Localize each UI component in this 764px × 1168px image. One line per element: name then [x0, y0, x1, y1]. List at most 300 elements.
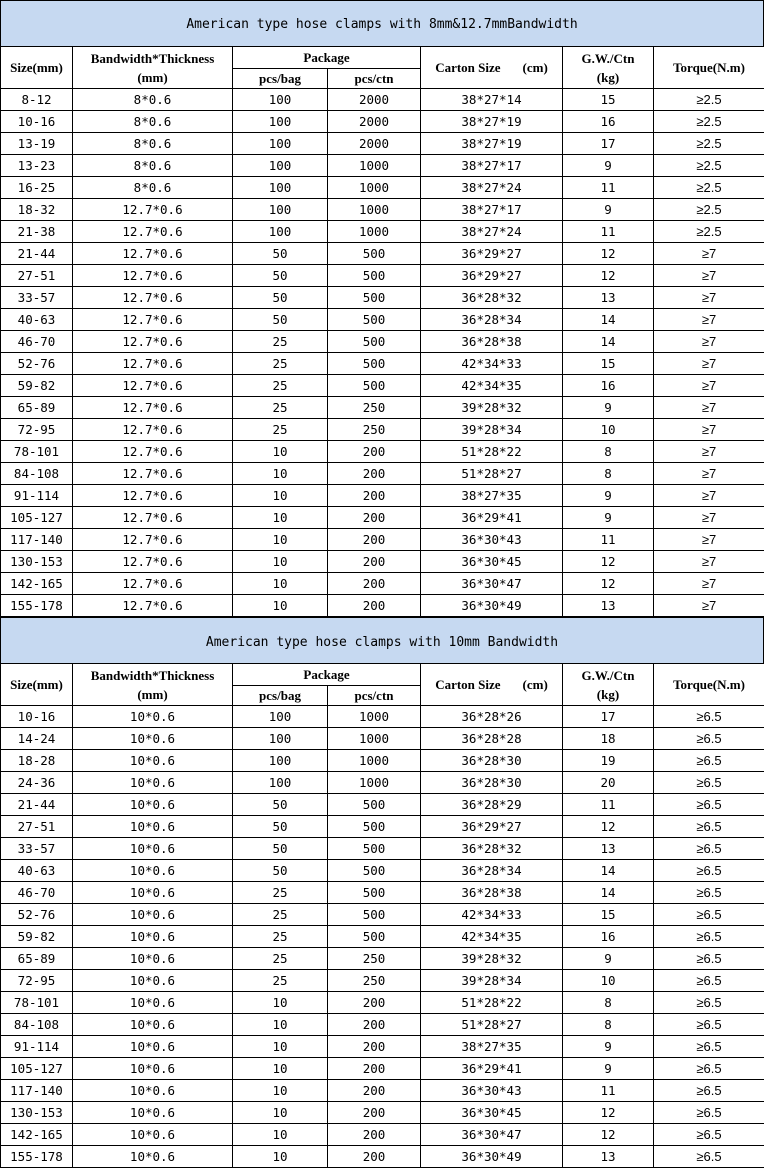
pcs-ctn-cell: 1000: [328, 177, 421, 199]
torque-cell: ≥6.5: [654, 1102, 764, 1124]
spec-table-1: [0, 46, 764, 617]
carton-size-cell: 51*28*22: [421, 992, 563, 1014]
carton-size-cell: 36*29*27: [421, 816, 563, 838]
carton-size-cell: 51*28*22: [421, 441, 563, 463]
torque-cell: ≥7: [654, 265, 764, 287]
table-row: [1, 816, 764, 838]
torque-cell: ≥6.5: [654, 706, 764, 728]
size-cell: 8-12: [1, 89, 73, 111]
table-title-2: American type hose clamps with 10mm Bandwidth: [0, 617, 764, 663]
pcs-ctn-cell: 200: [328, 992, 421, 1014]
carton-size-cell: 38*27*14: [421, 89, 563, 111]
gw-cell: 10: [563, 970, 654, 992]
carton-size-cell: 36*29*41: [421, 507, 563, 529]
pcs-bag-cell: 50: [233, 816, 328, 838]
header-package: Package: [233, 664, 421, 686]
torque-cell: ≥6.5: [654, 772, 764, 794]
gw-cell: 12: [563, 816, 654, 838]
torque-cell: ≥7: [654, 309, 764, 331]
gw-cell: 9: [563, 1036, 654, 1058]
table-body-1: [1, 89, 764, 617]
bandwidth-cell: 10*0.6: [73, 816, 233, 838]
bandwidth-cell: 10*0.6: [73, 750, 233, 772]
table-row: [1, 1146, 764, 1168]
pcs-bag-cell: 10: [233, 992, 328, 1014]
pcs-bag-cell: 50: [233, 838, 328, 860]
bandwidth-cell: 12.7*0.6: [73, 529, 233, 551]
carton-size-cell: 38*27*24: [421, 177, 563, 199]
pcs-ctn-cell: 200: [328, 485, 421, 507]
bandwidth-cell: 12.7*0.6: [73, 551, 233, 573]
carton-size-cell: 38*27*24: [421, 221, 563, 243]
gw-cell: 9: [563, 948, 654, 970]
table-row: [1, 860, 764, 882]
torque-cell: ≥6.5: [654, 1124, 764, 1146]
header-carton-size: [421, 47, 563, 89]
size-cell: 21-44: [1, 794, 73, 816]
pcs-ctn-cell: 200: [328, 573, 421, 595]
pcs-ctn-cell: 200: [328, 463, 421, 485]
pcs-ctn-cell: 250: [328, 397, 421, 419]
pcs-ctn-cell: 250: [328, 970, 421, 992]
size-cell: 18-28: [1, 750, 73, 772]
pcs-bag-cell: 100: [233, 89, 328, 111]
bandwidth-cell: 12.7*0.6: [73, 287, 233, 309]
header-gw-line1: G.W./Ctn: [581, 50, 635, 66]
table-row: [1, 419, 764, 441]
table-row: [1, 882, 764, 904]
gw-cell: 11: [563, 529, 654, 551]
table-row: [1, 375, 764, 397]
carton-size-cell: 36*29*27: [421, 265, 563, 287]
pcs-ctn-cell: 500: [328, 904, 421, 926]
pcs-bag-cell: 100: [233, 728, 328, 750]
gw-cell: 15: [563, 89, 654, 111]
torque-cell: ≥2.5: [654, 89, 764, 111]
size-cell: 78-101: [1, 441, 73, 463]
gw-cell: 9: [563, 485, 654, 507]
bandwidth-cell: 10*0.6: [73, 1014, 233, 1036]
pcs-ctn-cell: 200: [328, 1014, 421, 1036]
torque-cell: ≥7: [654, 287, 764, 309]
size-cell: 84-108: [1, 1014, 73, 1036]
table-row: [1, 155, 764, 177]
gw-cell: 13: [563, 1146, 654, 1168]
pcs-bag-cell: 50: [233, 794, 328, 816]
pcs-ctn-cell: 2000: [328, 89, 421, 111]
carton-size-cell: 38*27*19: [421, 133, 563, 155]
table-row: [1, 485, 764, 507]
bandwidth-cell: 8*0.6: [73, 133, 233, 155]
torque-cell: ≥7: [654, 243, 764, 265]
carton-size-cell: 42*34*33: [421, 904, 563, 926]
pcs-ctn-cell: 1000: [328, 750, 421, 772]
pcs-ctn-cell: 500: [328, 882, 421, 904]
bandwidth-cell: 10*0.6: [73, 992, 233, 1014]
size-cell: 105-127: [1, 1058, 73, 1080]
torque-cell: ≥7: [654, 463, 764, 485]
carton-size-cell: 38*27*35: [421, 485, 563, 507]
bandwidth-cell: 12.7*0.6: [73, 221, 233, 243]
size-cell: 105-127: [1, 507, 73, 529]
bandwidth-cell: 10*0.6: [73, 948, 233, 970]
bandwidth-cell: 12.7*0.6: [73, 397, 233, 419]
table-row: [1, 1058, 764, 1080]
gw-cell: 12: [563, 265, 654, 287]
bandwidth-cell: 10*0.6: [73, 838, 233, 860]
size-cell: 13-19: [1, 133, 73, 155]
bandwidth-cell: 10*0.6: [73, 794, 233, 816]
bandwidth-cell: 10*0.6: [73, 728, 233, 750]
header-bandwidth: [73, 47, 233, 89]
table-row: [1, 772, 764, 794]
torque-cell: ≥6.5: [654, 838, 764, 860]
carton-size-cell: 38*27*17: [421, 155, 563, 177]
size-cell: 24-36: [1, 772, 73, 794]
pcs-ctn-cell: 200: [328, 441, 421, 463]
torque-cell: ≥7: [654, 397, 764, 419]
pcs-ctn-cell: 500: [328, 838, 421, 860]
size-cell: 130-153: [1, 1102, 73, 1124]
pcs-ctn-cell: 200: [328, 529, 421, 551]
size-cell: 59-82: [1, 926, 73, 948]
bandwidth-cell: 12.7*0.6: [73, 463, 233, 485]
size-cell: 84-108: [1, 463, 73, 485]
bandwidth-cell: 12.7*0.6: [73, 419, 233, 441]
table-row: [1, 1014, 764, 1036]
carton-size-cell: 36*30*49: [421, 1146, 563, 1168]
pcs-bag-cell: 10: [233, 463, 328, 485]
pcs-ctn-cell: 500: [328, 375, 421, 397]
torque-cell: ≥2.5: [654, 221, 764, 243]
bandwidth-cell: 12.7*0.6: [73, 243, 233, 265]
torque-cell: ≥6.5: [654, 728, 764, 750]
carton-size-cell: 36*28*28: [421, 728, 563, 750]
torque-cell: ≥7: [654, 485, 764, 507]
size-cell: 46-70: [1, 882, 73, 904]
header-carton-size: [421, 664, 563, 706]
carton-size-cell: 38*27*17: [421, 199, 563, 221]
pcs-ctn-cell: 1000: [328, 728, 421, 750]
table-title-1: American type hose clamps with 8mm&12.7mmBandwidth: [0, 0, 764, 46]
pcs-bag-cell: 25: [233, 419, 328, 441]
pcs-ctn-cell: 500: [328, 309, 421, 331]
table-row: [1, 992, 764, 1014]
table-row: [1, 133, 764, 155]
pcs-bag-cell: 25: [233, 397, 328, 419]
header-pcs-ctn: pcs/ctn: [328, 69, 421, 89]
bandwidth-cell: 10*0.6: [73, 860, 233, 882]
bandwidth-cell: 8*0.6: [73, 155, 233, 177]
gw-cell: 17: [563, 133, 654, 155]
gw-cell: 16: [563, 375, 654, 397]
carton-size-cell: 42*34*35: [421, 375, 563, 397]
header-gw-line2: (kg): [596, 686, 620, 702]
pcs-bag-cell: 10: [233, 1058, 328, 1080]
bandwidth-cell: 8*0.6: [73, 89, 233, 111]
size-cell: 13-23: [1, 155, 73, 177]
carton-size-cell: 36*28*38: [421, 882, 563, 904]
table-row: [1, 794, 764, 816]
torque-cell: ≥6.5: [654, 970, 764, 992]
carton-size-cell: 36*28*29: [421, 794, 563, 816]
pcs-bag-cell: 25: [233, 970, 328, 992]
pcs-ctn-cell: 1000: [328, 199, 421, 221]
pcs-ctn-cell: 200: [328, 507, 421, 529]
carton-size-cell: 42*34*35: [421, 926, 563, 948]
table-row: [1, 706, 764, 728]
pcs-ctn-cell: 2000: [328, 111, 421, 133]
bandwidth-cell: 10*0.6: [73, 1124, 233, 1146]
bandwidth-cell: 10*0.6: [73, 1036, 233, 1058]
gw-cell: 14: [563, 882, 654, 904]
pcs-bag-cell: 100: [233, 750, 328, 772]
pcs-bag-cell: 10: [233, 551, 328, 573]
carton-size-cell: 39*28*34: [421, 419, 563, 441]
size-cell: 18-32: [1, 199, 73, 221]
pcs-bag-cell: 100: [233, 772, 328, 794]
torque-cell: ≥2.5: [654, 199, 764, 221]
carton-size-cell: 36*30*49: [421, 595, 563, 617]
table-row: [1, 1036, 764, 1058]
torque-cell: ≥6.5: [654, 750, 764, 772]
pcs-bag-cell: 50: [233, 265, 328, 287]
pcs-ctn-cell: 500: [328, 926, 421, 948]
pcs-ctn-cell: 500: [328, 816, 421, 838]
size-cell: 142-165: [1, 573, 73, 595]
pcs-ctn-cell: 500: [328, 794, 421, 816]
carton-size-cell: 36*30*47: [421, 573, 563, 595]
pcs-ctn-cell: 200: [328, 1124, 421, 1146]
carton-size-cell: 36*28*32: [421, 838, 563, 860]
pcs-bag-cell: 100: [233, 221, 328, 243]
size-cell: 40-63: [1, 309, 73, 331]
gw-cell: 19: [563, 750, 654, 772]
gw-cell: 8: [563, 1014, 654, 1036]
gw-cell: 11: [563, 1080, 654, 1102]
table-row: [1, 89, 764, 111]
size-cell: 46-70: [1, 331, 73, 353]
table-row: [1, 1080, 764, 1102]
size-cell: 142-165: [1, 1124, 73, 1146]
table-row: [1, 529, 764, 551]
torque-cell: ≥6.5: [654, 1146, 764, 1168]
gw-cell: 13: [563, 595, 654, 617]
gw-cell: 16: [563, 111, 654, 133]
table-row: [1, 595, 764, 617]
carton-size-cell: 39*28*34: [421, 970, 563, 992]
carton-size-cell: 36*28*30: [421, 750, 563, 772]
pcs-ctn-cell: 1000: [328, 706, 421, 728]
table-row: [1, 441, 764, 463]
pcs-bag-cell: 100: [233, 199, 328, 221]
pcs-bag-cell: 10: [233, 1146, 328, 1168]
bandwidth-cell: 10*0.6: [73, 970, 233, 992]
torque-cell: ≥7: [654, 419, 764, 441]
torque-cell: ≥6.5: [654, 904, 764, 926]
pcs-bag-cell: 10: [233, 1080, 328, 1102]
carton-size-cell: 36*28*34: [421, 309, 563, 331]
torque-cell: ≥7: [654, 353, 764, 375]
carton-size-cell: 36*29*27: [421, 243, 563, 265]
size-cell: 52-76: [1, 904, 73, 926]
bandwidth-cell: 10*0.6: [73, 706, 233, 728]
gw-cell: 17: [563, 706, 654, 728]
size-cell: 40-63: [1, 860, 73, 882]
table-row: [1, 904, 764, 926]
pcs-bag-cell: 100: [233, 155, 328, 177]
pcs-ctn-cell: 1000: [328, 155, 421, 177]
pcs-ctn-cell: 500: [328, 860, 421, 882]
size-cell: 27-51: [1, 265, 73, 287]
pcs-bag-cell: 50: [233, 309, 328, 331]
gw-cell: 12: [563, 1124, 654, 1146]
size-cell: 72-95: [1, 970, 73, 992]
header-bandwidth-line2: (mm): [137, 69, 168, 85]
header-carton-label: Carton Size: [435, 676, 501, 692]
torque-cell: ≥2.5: [654, 155, 764, 177]
pcs-ctn-cell: 250: [328, 419, 421, 441]
bandwidth-cell: 10*0.6: [73, 1146, 233, 1168]
pcs-bag-cell: 100: [233, 133, 328, 155]
pcs-ctn-cell: 500: [328, 287, 421, 309]
header-torque: Torque(N.m): [654, 47, 764, 89]
torque-cell: ≥7: [654, 507, 764, 529]
torque-cell: ≥6.5: [654, 1014, 764, 1036]
size-cell: 14-24: [1, 728, 73, 750]
carton-size-cell: 36*30*47: [421, 1124, 563, 1146]
pcs-ctn-cell: 1000: [328, 221, 421, 243]
pcs-bag-cell: 25: [233, 375, 328, 397]
size-cell: 33-57: [1, 287, 73, 309]
torque-cell: ≥2.5: [654, 111, 764, 133]
header-pcs-bag: pcs/bag: [233, 686, 328, 706]
carton-size-cell: 42*34*33: [421, 353, 563, 375]
pcs-bag-cell: 10: [233, 595, 328, 617]
gw-cell: 15: [563, 904, 654, 926]
header-bandwidth-line1: Bandwidth*Thickness: [90, 667, 215, 683]
header-bandwidth-line1: Bandwidth*Thickness: [90, 50, 215, 66]
torque-cell: ≥7: [654, 551, 764, 573]
gw-cell: 9: [563, 397, 654, 419]
pcs-ctn-cell: 500: [328, 265, 421, 287]
gw-cell: 20: [563, 772, 654, 794]
table-row: [1, 838, 764, 860]
gw-cell: 14: [563, 331, 654, 353]
pcs-bag-cell: 100: [233, 706, 328, 728]
size-cell: 27-51: [1, 816, 73, 838]
bandwidth-cell: 10*0.6: [73, 904, 233, 926]
torque-cell: ≥7: [654, 595, 764, 617]
gw-cell: 8: [563, 992, 654, 1014]
size-cell: 10-16: [1, 111, 73, 133]
pcs-ctn-cell: 500: [328, 243, 421, 265]
gw-cell: 13: [563, 287, 654, 309]
size-cell: 155-178: [1, 1146, 73, 1168]
header-gw: [563, 664, 654, 706]
carton-size-cell: 39*28*32: [421, 948, 563, 970]
gw-cell: 9: [563, 155, 654, 177]
size-cell: 10-16: [1, 706, 73, 728]
size-cell: 155-178: [1, 595, 73, 617]
bandwidth-cell: 12.7*0.6: [73, 595, 233, 617]
gw-cell: 9: [563, 199, 654, 221]
bandwidth-cell: 12.7*0.6: [73, 441, 233, 463]
bandwidth-cell: 12.7*0.6: [73, 375, 233, 397]
header-carton-unit: (cm): [522, 676, 548, 692]
pcs-bag-cell: 25: [233, 353, 328, 375]
pcs-bag-cell: 25: [233, 882, 328, 904]
header-size: Size(mm): [1, 47, 73, 89]
size-cell: 72-95: [1, 419, 73, 441]
table-row: [1, 221, 764, 243]
table-row: [1, 177, 764, 199]
pcs-ctn-cell: 200: [328, 1058, 421, 1080]
table-row: [1, 728, 764, 750]
carton-size-cell: 36*28*34: [421, 860, 563, 882]
gw-cell: 8: [563, 463, 654, 485]
pcs-bag-cell: 25: [233, 948, 328, 970]
table-body-2: [1, 706, 764, 1168]
table-row: [1, 573, 764, 595]
pcs-ctn-cell: 250: [328, 948, 421, 970]
gw-cell: 9: [563, 507, 654, 529]
bandwidth-cell: 12.7*0.6: [73, 573, 233, 595]
size-cell: 91-114: [1, 1036, 73, 1058]
header-torque: Torque(N.m): [654, 664, 764, 706]
pcs-ctn-cell: 200: [328, 1146, 421, 1168]
table-row: [1, 926, 764, 948]
bandwidth-cell: 12.7*0.6: [73, 309, 233, 331]
gw-cell: 12: [563, 243, 654, 265]
pcs-ctn-cell: 2000: [328, 133, 421, 155]
table-row: [1, 353, 764, 375]
gw-cell: 11: [563, 794, 654, 816]
pcs-bag-cell: 10: [233, 529, 328, 551]
carton-size-cell: 36*30*45: [421, 1102, 563, 1124]
gw-cell: 16: [563, 926, 654, 948]
torque-cell: ≥7: [654, 441, 764, 463]
torque-cell: ≥2.5: [654, 133, 764, 155]
header-bandwidth: [73, 664, 233, 706]
gw-cell: 12: [563, 573, 654, 595]
carton-size-cell: 51*28*27: [421, 463, 563, 485]
pcs-ctn-cell: 200: [328, 595, 421, 617]
carton-size-cell: 36*28*26: [421, 706, 563, 728]
size-cell: 91-114: [1, 485, 73, 507]
table-row: [1, 243, 764, 265]
size-cell: 130-153: [1, 551, 73, 573]
pcs-bag-cell: 10: [233, 485, 328, 507]
pcs-bag-cell: 10: [233, 573, 328, 595]
header-size: Size(mm): [1, 664, 73, 706]
bandwidth-cell: 10*0.6: [73, 1058, 233, 1080]
table-row: [1, 970, 764, 992]
pcs-bag-cell: 10: [233, 1124, 328, 1146]
pcs-bag-cell: 100: [233, 177, 328, 199]
header-gw-line1: G.W./Ctn: [581, 667, 635, 683]
table-row: [1, 948, 764, 970]
torque-cell: ≥7: [654, 375, 764, 397]
pcs-bag-cell: 50: [233, 860, 328, 882]
pcs-bag-cell: 10: [233, 1102, 328, 1124]
size-cell: 16-25: [1, 177, 73, 199]
size-cell: 52-76: [1, 353, 73, 375]
table-row: [1, 1102, 764, 1124]
bandwidth-cell: 10*0.6: [73, 1102, 233, 1124]
table-row: [1, 463, 764, 485]
table-row: [1, 507, 764, 529]
